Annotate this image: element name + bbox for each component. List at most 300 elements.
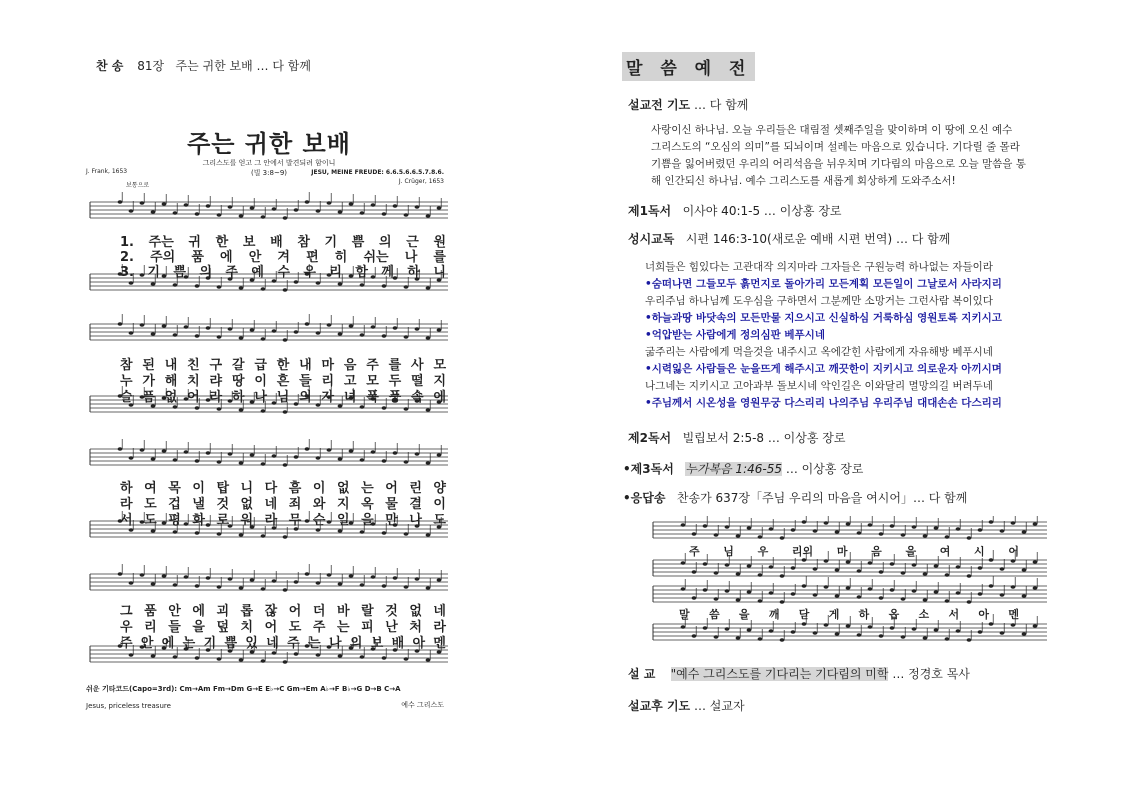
note-head: [217, 585, 222, 589]
note-head: [1000, 567, 1005, 571]
note-head: [780, 600, 785, 604]
note-head: [725, 563, 730, 567]
note-head: [989, 520, 994, 524]
lyric-line: 라 도 겁 낼 것 없 네 죄 와 지 옥 물 결 이: [120, 497, 446, 512]
note-head: [283, 660, 288, 664]
note-head: [824, 585, 829, 589]
lyric-line: 누 가 해 치 랴 땅 이 흔 들 리 고 모 두 떨 지: [120, 374, 446, 389]
reading3-label: •제3독서: [623, 462, 674, 476]
note-head: [791, 630, 796, 634]
note-head: [129, 528, 134, 532]
note-head: [151, 457, 156, 461]
guitar-chords: 쉬운 기타코드(Capo=3rd): Cm→Am Fm→Dm G→E E♭→C Gm→Em A♭→F B♭→G D→B C→A: [86, 685, 401, 693]
note-head: [129, 209, 134, 213]
note-head: [415, 577, 420, 581]
psalm-line: •주님께서 시온성을 영원무궁 다스리리 나의주님 우리주님 대대손손 다스리리: [645, 397, 1002, 409]
note-head: [217, 335, 222, 339]
note-head: [294, 580, 299, 584]
note-head: [371, 575, 376, 579]
note-head: [978, 592, 983, 596]
note-head: [945, 637, 950, 641]
note-head: [316, 456, 321, 460]
note-head: [426, 214, 431, 218]
note-head: [228, 205, 233, 209]
note-head: [437, 206, 442, 210]
note-head: [173, 211, 178, 215]
lyric-line: 하 여 목 이 탑 니 다 흠 이 없 는 어 린 양: [120, 481, 446, 496]
note-head: [426, 286, 431, 290]
note-head: [923, 636, 928, 640]
note-head: [404, 460, 409, 464]
note-head: [283, 338, 288, 342]
note-head: [813, 631, 818, 635]
response-text: 찬송가 637장「주님 우리의 마음을 여시어」… 다 함께: [676, 491, 968, 505]
note-head: [956, 565, 961, 569]
note-head: [250, 578, 255, 582]
note-head: [725, 589, 730, 593]
note-head: [327, 448, 332, 452]
note-head: [228, 327, 233, 331]
note-head: [239, 586, 244, 590]
note-head: [890, 626, 895, 630]
note-head: [912, 627, 917, 631]
note-head: [393, 204, 398, 208]
note-head: [890, 562, 895, 566]
note-head: [1000, 529, 1005, 533]
note-head: [901, 571, 906, 575]
note-head: [173, 333, 178, 337]
score-title: 주는 귀한 보배: [187, 130, 351, 158]
sermon-label: 설 교: [628, 667, 656, 681]
reading1-label: 제1독서: [628, 204, 672, 218]
lyric-line: 슬 픔 없 어 라 하 나 님 의 자 녀 폭 풍 속 에: [120, 390, 446, 405]
note-head: [151, 210, 156, 214]
note-head: [437, 328, 442, 332]
note-head: [382, 334, 387, 338]
note-head: [780, 638, 785, 642]
sermon-title: "예수 그리스도를 기다리는 기다림의 미학: [670, 667, 889, 681]
lyric-line: 그 품 안 에 괴 롭 잖 어 더 바 랄 것 없 네: [120, 604, 446, 619]
pre-sermon-prayer: [628, 96, 748, 113]
note-head: [802, 584, 807, 588]
note-head: [151, 332, 156, 336]
note-head: [360, 211, 365, 215]
note-head: [404, 585, 409, 589]
note-head: [206, 576, 211, 580]
note-head: [360, 530, 365, 534]
note-head: [393, 451, 398, 455]
note-head: [316, 281, 321, 285]
prayer-line: 기쁨을 잃어버렸던 우리의 어리석음을 뉘우치며 기다림의 마음으로 오늘 말씀을 통: [651, 158, 1026, 170]
note-head: [857, 633, 862, 637]
note-head: [239, 336, 244, 340]
note-head: [736, 572, 741, 576]
psalm-line: 우리주님 하나님께 도우심을 구하면서 그분께만 소망거는 그런사람 복이있다: [645, 295, 993, 307]
note-head: [791, 592, 796, 596]
response-label: •응답송: [623, 491, 666, 505]
response-staff: [651, 516, 1049, 646]
note-head: [978, 566, 983, 570]
psalm-responsive-text: [645, 259, 1002, 412]
note-head: [868, 625, 873, 629]
note-head: [736, 534, 741, 538]
note-head: [272, 579, 277, 583]
note-head: [316, 331, 321, 335]
hymn-theme: 예수 그리스도: [401, 701, 444, 709]
note-head: [967, 638, 972, 642]
note-head: [195, 334, 200, 338]
note-head: [978, 630, 983, 634]
sermon: [628, 665, 970, 682]
note-head: [747, 526, 752, 530]
reading1-text: 이사야 40:1-5 … 이상홍 장로: [682, 204, 842, 218]
note-head: [294, 208, 299, 212]
note-head: [747, 590, 752, 594]
reading3-reference: 누가복음 1:46-55: [685, 462, 782, 476]
note-head: [824, 623, 829, 627]
note-head: [371, 203, 376, 207]
note-head: [261, 587, 266, 591]
note-head: [305, 200, 310, 204]
note-head: [956, 591, 961, 595]
note-head: [184, 203, 189, 207]
note-head: [261, 337, 266, 341]
note-head: [173, 655, 178, 659]
note-head: [316, 653, 321, 657]
note-head: [1022, 530, 1027, 534]
lyric-line: 1. 주는 귀 한 보 배 참 기 쁨 의 근 원: [120, 235, 446, 250]
response-song: [623, 489, 967, 506]
note-head: [791, 528, 796, 532]
note-head: [415, 452, 420, 456]
note-head: [426, 461, 431, 465]
note-head: [846, 624, 851, 628]
note-head: [217, 285, 222, 289]
note-head: [1011, 585, 1016, 589]
reading3-note: … 이상홍 장로: [785, 462, 864, 476]
note-head: [912, 563, 917, 567]
note-head: [382, 531, 387, 535]
hymn-heading: [96, 57, 311, 74]
score-reference: (빌 3:8~9): [250, 169, 288, 177]
note-head: [195, 531, 200, 535]
note-head: [162, 324, 167, 328]
note-head: [934, 628, 939, 632]
note-head: [305, 447, 310, 451]
note-head: [714, 533, 719, 537]
note-head: [879, 596, 884, 600]
note-head: [382, 584, 387, 588]
note-head: [1022, 568, 1027, 572]
note-head: [404, 532, 409, 536]
note-head: [272, 651, 277, 655]
note-head: [703, 588, 708, 592]
note-head: [294, 330, 299, 334]
note-head: [217, 460, 222, 464]
note-head: [151, 282, 156, 286]
note-head: [945, 535, 950, 539]
psalm-line: •억압받는 사람에게 정의심판 베푸시네: [645, 329, 825, 341]
note-head: [162, 574, 167, 578]
prayer-line: 해 인간되신 하나님. 예수 그리스도를 새롭게 회상하게 도와주소서!: [651, 175, 956, 187]
prayer-line: 그리스도의 “오심의 의미”를 되뇌이며 설레는 마음으로 있습니다. 기다릴 줄 몰라: [651, 141, 1020, 153]
note-head: [239, 533, 244, 537]
note-head: [382, 406, 387, 410]
note-head: [780, 574, 785, 578]
note-head: [261, 409, 266, 413]
note-head: [923, 572, 928, 576]
note-head: [835, 594, 840, 598]
note-head: [912, 525, 917, 529]
lyric-line: 3. 기 쁨 의 주 예 수 우 리 함 께 하 니: [120, 265, 446, 280]
note-head: [360, 405, 365, 409]
prayer-line: 사랑이신 하나님. 오늘 우리들은 대림절 셋째주일을 맞이하며 이 땅에 오신 예수: [651, 124, 1013, 136]
hymn-title: 주는 귀한 보배: [175, 59, 253, 73]
tempo-marking: 보통으로: [126, 182, 150, 189]
note-head: [393, 576, 398, 580]
note-head: [360, 655, 365, 659]
note-head: [692, 596, 697, 600]
prayer-note: … 다 함께: [693, 98, 749, 112]
psalm-line: 나그네는 지키시고 고아과부 돌보시네 악인길은 이와달리 멸망의길 버려두네: [645, 380, 993, 392]
note-head: [879, 570, 884, 574]
note-head: [283, 535, 288, 539]
note-head: [404, 407, 409, 411]
note-head: [316, 209, 321, 213]
note-head: [129, 581, 134, 585]
note-head: [327, 201, 332, 205]
note-head: [261, 534, 266, 538]
note-head: [989, 622, 994, 626]
note-head: [349, 574, 354, 578]
note-head: [360, 583, 365, 587]
note-head: [791, 566, 796, 570]
prayer-text: [651, 122, 1026, 190]
lyric-line: 2. 주의 품 에 안 겨 편 히 쉬는 나 를: [120, 250, 446, 265]
note-head: [426, 408, 431, 412]
note-head: [327, 323, 332, 327]
note-head: [426, 533, 431, 537]
note-head: [184, 325, 189, 329]
note-head: [945, 573, 950, 577]
hymn-note: … 다 함께: [256, 59, 311, 73]
note-head: [316, 528, 321, 532]
note-head: [129, 331, 134, 335]
note-head: [140, 448, 145, 452]
note-head: [681, 561, 686, 565]
note-head: [681, 587, 686, 591]
note-head: [835, 632, 840, 636]
note-head: [118, 200, 123, 204]
note-head: [305, 572, 310, 576]
note-head: [294, 455, 299, 459]
note-head: [890, 588, 895, 592]
note-head: [195, 584, 200, 588]
note-head: [195, 284, 200, 288]
note-head: [162, 202, 167, 206]
note-head: [206, 204, 211, 208]
note-head: [195, 459, 200, 463]
note-head: [714, 635, 719, 639]
psalm-line: •하늘과땅 바닷속의 모든만물 지으시고 신실하심 거룩하심 영원토록 지키시고: [645, 312, 1002, 324]
note-head: [173, 458, 178, 462]
note-head: [835, 568, 840, 572]
note-head: [426, 658, 431, 662]
note-head: [250, 328, 255, 332]
note-head: [404, 285, 409, 289]
note-head: [129, 281, 134, 285]
note-head: [217, 213, 222, 217]
note-head: [769, 527, 774, 531]
note-head: [217, 532, 222, 536]
note-head: [195, 406, 200, 410]
psalm-line: •시력잃은 사람들은 눈을뜨게 해주시고 깨끗한이 지키시고 의로운자 아끼시며: [645, 363, 1002, 375]
note-head: [747, 564, 752, 568]
note-head: [272, 454, 277, 458]
lyric-line: 서 도 평 화 로 워 라 무 슨 일 을 만 나 도: [120, 513, 446, 528]
note-head: [681, 523, 686, 527]
note-head: [1033, 624, 1038, 628]
note-head: [901, 597, 906, 601]
response-lyric-line: 주 님 우 리의 마 음 을 여 시 어: [689, 545, 1019, 558]
note-head: [360, 458, 365, 462]
note-head: [129, 653, 134, 657]
note-head: [239, 408, 244, 412]
note-head: [239, 214, 244, 218]
note-head: [195, 212, 200, 216]
note-head: [294, 280, 299, 284]
note-head: [283, 288, 288, 292]
note-head: [327, 573, 332, 577]
note-head: [857, 531, 862, 535]
note-head: [294, 652, 299, 656]
note-head: [758, 637, 763, 641]
note-head: [857, 595, 862, 599]
note-head: [283, 216, 288, 220]
note-head: [250, 453, 255, 457]
note-head: [846, 586, 851, 590]
note-head: [250, 206, 255, 210]
note-head: [283, 463, 288, 467]
note-head: [426, 336, 431, 340]
note-head: [802, 622, 807, 626]
note-head: [437, 453, 442, 457]
note-head: [912, 589, 917, 593]
note-head: [703, 562, 708, 566]
note-head: [1022, 594, 1027, 598]
second-reading: [628, 429, 845, 446]
note-head: [813, 593, 818, 597]
note-head: [195, 656, 200, 660]
note-head: [173, 283, 178, 287]
note-head: [349, 202, 354, 206]
note-head: [338, 457, 343, 461]
note-head: [901, 533, 906, 537]
note-head: [382, 656, 387, 660]
note-head: [272, 207, 277, 211]
note-head: [349, 324, 354, 328]
note-head: [151, 529, 156, 533]
note-head: [283, 588, 288, 592]
note-head: [1022, 632, 1027, 636]
note-head: [692, 634, 697, 638]
note-head: [206, 326, 211, 330]
reading2-text: 빌립보서 2:5-8 … 이상홍 장로: [682, 431, 846, 445]
note-head: [1011, 623, 1016, 627]
note-head: [316, 581, 321, 585]
hymn-score: [86, 122, 452, 714]
note-head: [382, 459, 387, 463]
note-head: [404, 657, 409, 661]
note-head: [824, 521, 829, 525]
lyric-line: 참 된 내 친 구 갈 급 한 내 마 음 주 를 사 모: [120, 358, 446, 373]
prayer-label: 설교전 기도: [628, 98, 691, 112]
note-head: [758, 573, 763, 577]
note-head: [758, 535, 763, 539]
note-head: [349, 449, 354, 453]
note-head: [184, 450, 189, 454]
note-head: [338, 582, 343, 586]
note-head: [703, 524, 708, 528]
note-head: [1033, 586, 1038, 590]
first-reading: [628, 202, 842, 219]
note-head: [934, 590, 939, 594]
note-head: [360, 283, 365, 287]
response-score: [651, 516, 1049, 646]
note-head: [967, 536, 972, 540]
tune-name: JESU, MEINE FREUDE: 6.6.5.6.6.5.7.8.6.: [311, 169, 444, 176]
psalm-text: 시편 146:3-10(새로운 예배 시편 번역) … 다 함께: [685, 232, 951, 246]
note-head: [945, 599, 950, 603]
hymn-label: 찬 송: [96, 59, 124, 73]
note-head: [305, 322, 310, 326]
note-head: [813, 567, 818, 571]
note-head: [239, 286, 244, 290]
note-head: [151, 654, 156, 658]
note-head: [404, 335, 409, 339]
note-head: [140, 201, 145, 205]
note-head: [879, 634, 884, 638]
note-head: [129, 456, 134, 460]
note-head: [857, 569, 862, 573]
note-head: [338, 529, 343, 533]
score-subtitle: 그리스도를 얻고 그 안에서 발견되려 함이니: [202, 159, 336, 167]
note-head: [967, 600, 972, 604]
note-head: [360, 333, 365, 337]
note-head: [140, 573, 145, 577]
note-head: [217, 657, 222, 661]
psalm-reading: [628, 230, 950, 247]
note-head: [835, 530, 840, 534]
note-head: [261, 215, 266, 219]
note-head: [338, 210, 343, 214]
note-head: [780, 536, 785, 540]
note-head: [1033, 560, 1038, 564]
note-head: [261, 462, 266, 466]
note-head: [868, 587, 873, 591]
note-head: [140, 323, 145, 327]
note-head: [338, 282, 343, 286]
note-head: [437, 578, 442, 582]
note-head: [714, 597, 719, 601]
note-head: [338, 332, 343, 336]
psalm-line: 굶주리는 사람에게 먹을것을 내주시고 옥에갇힌 사람에게 자유해방 베푸시네: [645, 346, 993, 358]
note-head: [228, 577, 233, 581]
note-head: [118, 322, 123, 326]
note-head: [890, 524, 895, 528]
note-head: [118, 572, 123, 576]
note-head: [769, 591, 774, 595]
